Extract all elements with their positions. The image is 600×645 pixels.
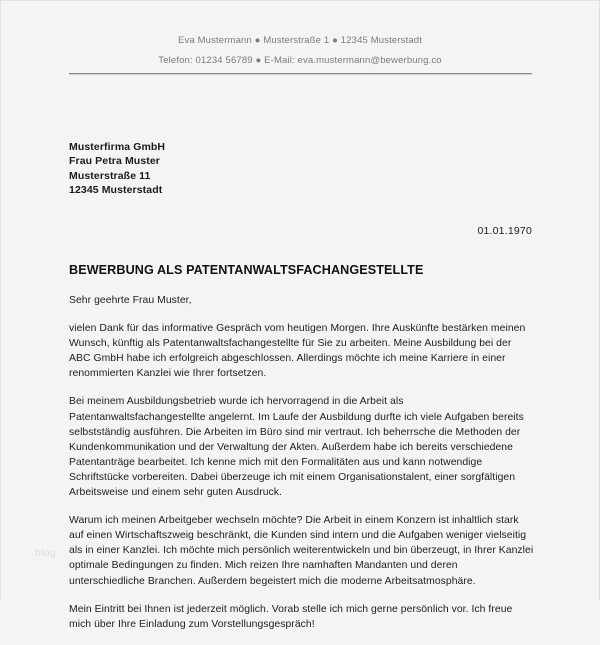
- letterhead-contact-line-2: Telefon: 01234 56789 ● E-Mail: eva.mustermann@bewerbung.co: [158, 55, 442, 66]
- blog-watermark: blog: [35, 548, 57, 559]
- letter-body: [69, 293, 535, 645]
- letter-paragraph: vielen Dank für das informative Gespräch vom heutigen Morgen. Ihre Auskünfte bestärken meinen Wunsch, künftig als Patentanwaltsfachangestellte für Sie zu arbeiten. Meine Ausbildung bei der ABC GmbH habe ich erfolgreich abgeschlossen. Allerdings möchte ich meine Karriere in einer renommierten Kanzlei wie Ihrer fortsetzen.: [69, 323, 526, 380]
- letter-salutation: Sehr geehrte Frau Muster,: [69, 295, 192, 306]
- letter-subject-line: BEWERBUNG ALS PATENTANWALTSFACHANGESTELLTE: [69, 263, 424, 277]
- letter-paragraph: Warum ich meinen Arbeitgeber wechseln möchte? Die Arbeit in einem Konzern ist inhaltlich stark auf einen Wirtschaftszweig beschränkt, die Kunden sind intern und die Aufgaben weniger vielseitig als in einer Kanzlei. Ich möchte mich persönlich weiterentwickeln und bin überzeugt, in Ihrer Kanzlei optimale Bedingungen zu finden. Mich reizen Ihre namhaften Mandanten und deren unterschiedliche Branchen. Außerdem begeistert mich die moderne Arbeitsatmosphäre.: [69, 515, 534, 587]
- letter-paragraph: Mein Eintritt bei Ihnen ist jederzeit möglich. Vorab stelle ich mich gerne persönlich vor. Ich freue mich über Ihre Einladung zum Vorstellungsgespräch!: [69, 603, 513, 630]
- recipient-city: 12345 Musterstadt: [69, 183, 163, 196]
- letterhead-divider: [69, 73, 532, 75]
- recipient-street: Musterstraße 11: [69, 169, 151, 182]
- letter-date: 01.01.1970: [477, 225, 532, 237]
- recipient-address-block: [69, 140, 165, 197]
- recipient-person: Frau Petra Muster: [69, 155, 160, 168]
- letterhead: [69, 31, 531, 71]
- letterhead-contact-line-1: Eva Mustermann ● Musterstraße 1 ● 12345 Musterstadt: [177, 35, 423, 46]
- recipient-company: Musterfirma GmbH: [69, 141, 166, 153]
- letter-paragraph: Bei meinem Ausbildungsbetrieb wurde ich hervorragend in die Arbeit als Patentanwaltsfachangestellte angelernt. Im Laufe der Ausbildung durfte ich viele Aufgaben bereits selbstständig ausführen. Die Arbeiten im Büro sind mir vertraut. Ich beherrsche die Methoden der Kundenkommunikation und der Verwaltung der Akten. Außerdem habe ich bereits verschiedene Patentanträge bearbeitet. Ich kenne mich mit den Formalitäten aus und kann notwendige Schriftstücke vorbereiten. Dabei überzeuge ich mit einem Organisationstalent, einer sorgfältigen Arbeitsweise und einem sehr guten Ausdruck.: [69, 396, 524, 499]
